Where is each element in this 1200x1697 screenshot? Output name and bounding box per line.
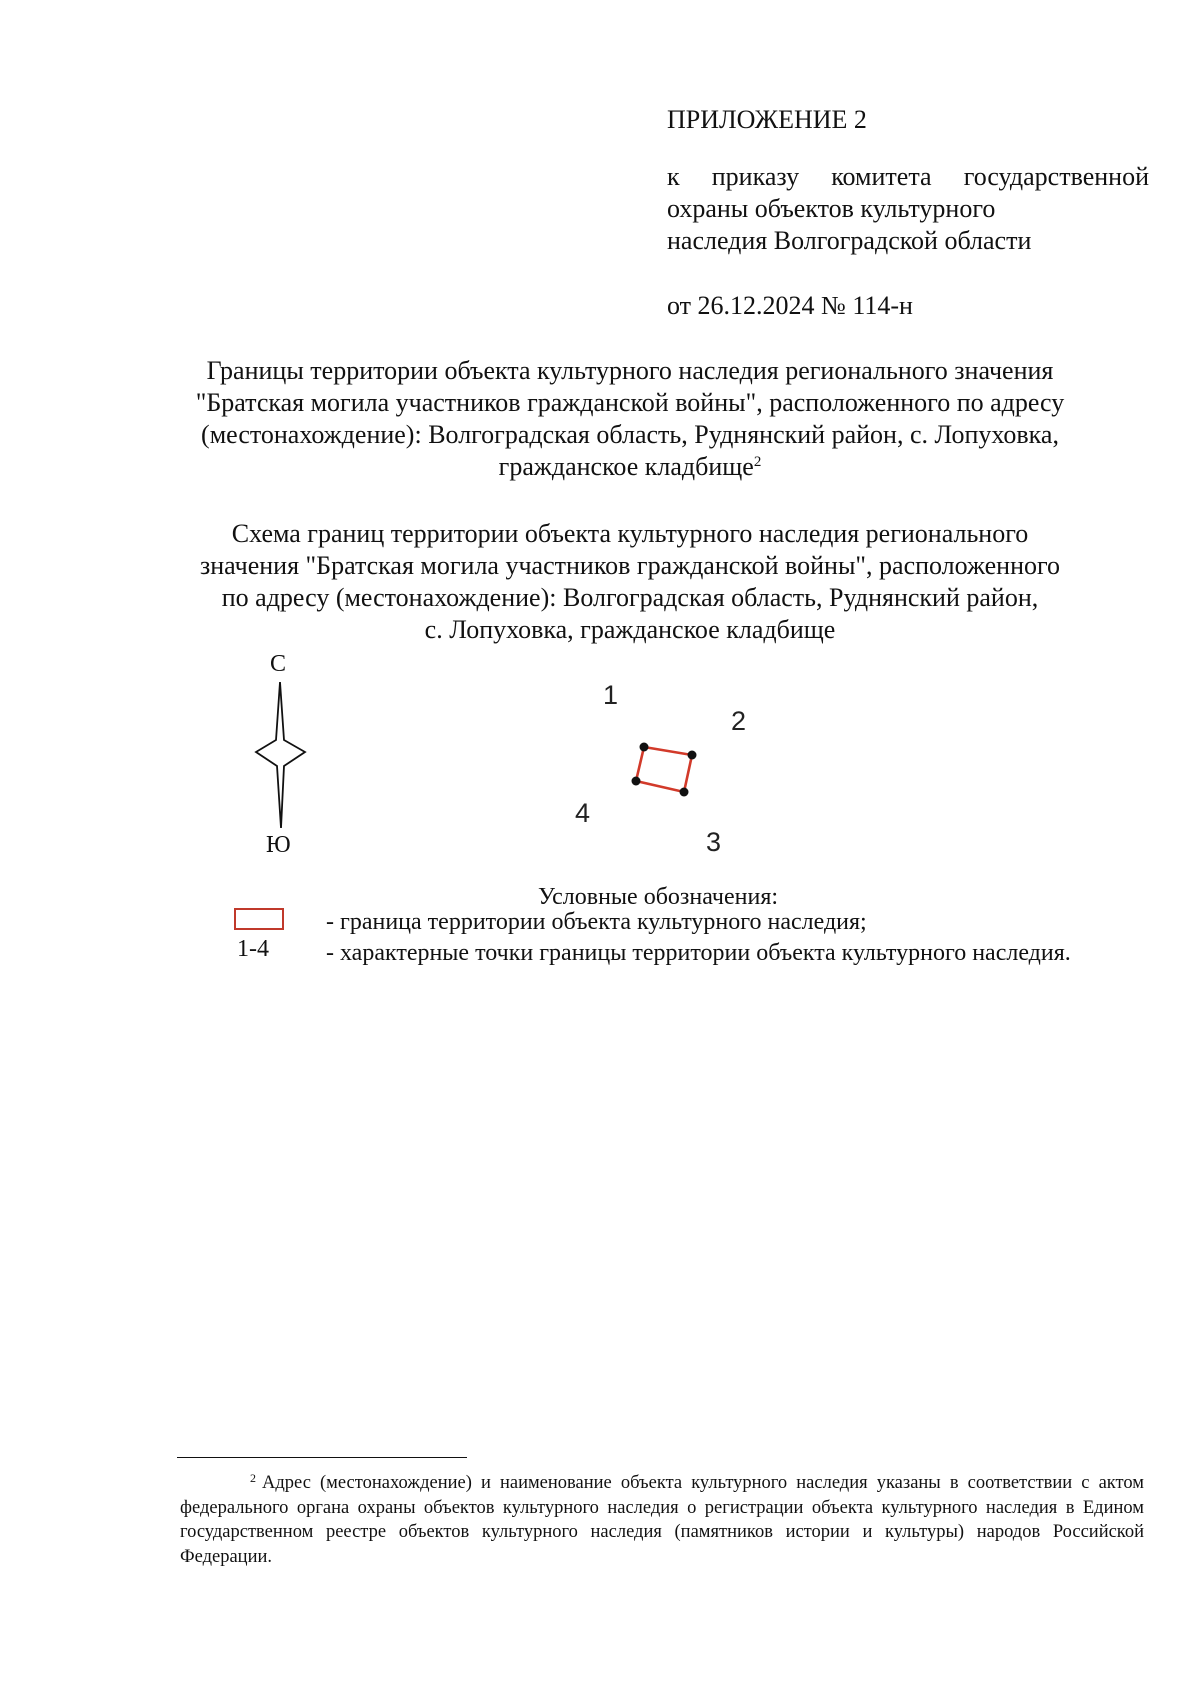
scheme-title-line: по адресу (местонахождение): Волгоградская область, Руднянский район,	[221, 583, 1039, 612]
scheme-title-line: с. Лопуховка, гражданское кладбище	[424, 615, 836, 644]
scheme-title	[150, 518, 1110, 646]
point-label-2: 2	[731, 706, 747, 736]
legend-boundary-swatch	[234, 908, 284, 930]
point-label-1: 1	[603, 680, 619, 710]
boundaries-title-line-last	[150, 451, 1110, 483]
footnote-reference[interactable]: 2	[753, 454, 762, 470]
boundary-point-3	[680, 788, 689, 797]
order-ref-line: охраны объектов культурного	[667, 194, 996, 223]
footnote	[180, 1471, 1144, 1569]
scheme-title-line: Схема границ территории объекта культурного наследия регионального	[231, 519, 1029, 548]
boundary-point-1	[640, 743, 649, 752]
legend-boundary-desc: - граница территории объекта культурного наследия;	[326, 909, 867, 935]
order-date: от 26.12.2024 № 114-н	[667, 291, 913, 320]
boundary-point-2	[688, 751, 697, 760]
footnote-text: Адрес (местонахождение) и наименование объекта культурного наследия указаны в соответствии с актом федерального органа охраны объектов культурного наследия о регистрации объекта культурного наследия в Едином государственном реестре объектов культурного наследия (памятников истории и культуры) народов Российской Федерации.	[180, 1473, 1144, 1567]
boundary-point-4	[632, 777, 641, 786]
order-ref-line: к приказу комитета государственной	[667, 162, 1149, 191]
compass-arrow-icon	[250, 680, 310, 830]
footnote-divider	[177, 1457, 467, 1458]
order-reference	[667, 161, 1149, 257]
boundaries-title-line: (местонахождение): Волгоградская область, Руднянский район, с. Лопуховка,	[201, 420, 1059, 449]
territory-map	[560, 668, 720, 818]
point-label-3: 3	[706, 827, 722, 857]
boundaries-title-line: "Братская могила участников гражданской войны", расположенного по адресу	[195, 388, 1065, 417]
compass-north-label: С	[270, 651, 287, 677]
boundaries-title	[150, 355, 1110, 483]
legend-points-key: 1-4	[237, 936, 269, 962]
territory-boundary	[636, 747, 692, 792]
legend-title: Условные обозначения:	[538, 884, 779, 910]
compass-south-label: Ю	[266, 832, 291, 858]
scheme-title-line: значения "Братская могила участников гражданской войны", расположенного	[199, 551, 1061, 580]
boundaries-title-line: гражданское кладбище	[498, 452, 754, 481]
order-ref-line: наследия Волгоградской области	[667, 226, 1032, 255]
footnote-mark: 2	[250, 1471, 256, 1485]
boundaries-title-line: Границы территории объекта культурного наследия регионального значения	[206, 356, 1054, 385]
appendix-title: ПРИЛОЖЕНИЕ 2	[667, 105, 867, 134]
legend-points-desc: - характерные точки границы территории объекта культурного наследия.	[326, 940, 1071, 966]
point-label-4: 4	[575, 798, 591, 828]
